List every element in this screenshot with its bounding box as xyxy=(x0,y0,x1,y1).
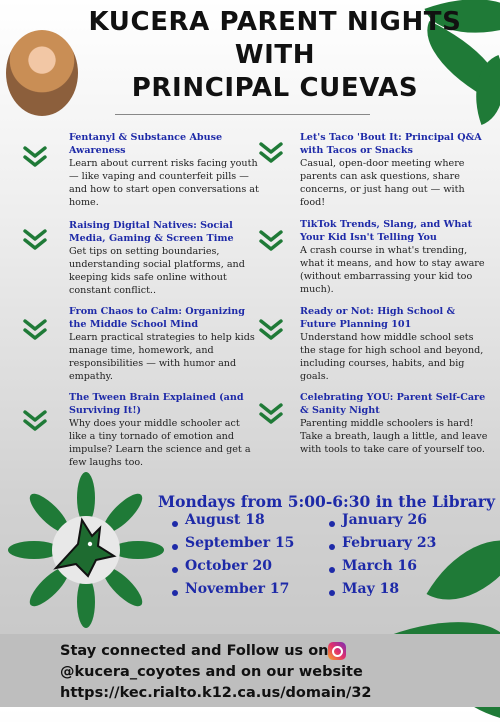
title-line-2: WITH xyxy=(234,40,316,70)
bullet xyxy=(329,544,335,550)
double-chevron-down-icon xyxy=(258,317,284,343)
session-description: Learn practical strategies to help kids manage time, homework, and responsibilities — with humor and empathy. xyxy=(69,332,255,382)
session-item xyxy=(300,131,490,209)
date-item: January 26 xyxy=(342,512,427,528)
session-description: Learn about current risks facing youth — like vaping and counterfeit pills — and how to start open conversations at home. xyxy=(69,158,259,208)
session-title: TikTok Trends, Slang, and What Your Kid Isn't Telling You xyxy=(300,219,473,243)
footer-website-link[interactable]: https://kec.rialto.k12.ca.us/domain/32 xyxy=(60,685,372,701)
session-item xyxy=(69,305,259,383)
date-item: March 16 xyxy=(342,558,418,574)
double-chevron-down-icon xyxy=(22,317,48,343)
date-item: November 17 xyxy=(185,581,290,597)
session-title: Celebrating YOU: Parent Self-Care & Sanity Night xyxy=(300,392,486,416)
date-item: October 20 xyxy=(185,558,272,574)
footer-instagram-handle[interactable]: @kucera_coyotes and on our website xyxy=(60,664,363,680)
title-divider xyxy=(115,114,370,115)
bullet xyxy=(329,590,335,596)
session-description: Casual, open-door meeting where parents can ask questions, share concerns, or just hang out — with food! xyxy=(300,158,465,208)
date-item: August 18 xyxy=(185,512,265,528)
session-title: From Chaos to Calm: Organizing the Middle School Mind xyxy=(69,306,245,330)
session-title: Raising Digital Natives: Social Media, Gaming & Screen Time xyxy=(69,220,234,244)
bullet xyxy=(172,590,178,596)
coyote-logo xyxy=(6,470,166,630)
schedule-title: Mondays from 5:00-6:30 in the Library xyxy=(158,492,495,511)
session-title: Fentanyl & Substance Abuse Awareness xyxy=(69,132,223,156)
session-item xyxy=(69,391,259,469)
session-description: Why does your middle schooler act like a tiny tornado of emotion and impulse? Learn the science and get a few laughs too. xyxy=(69,418,251,468)
session-title: Ready or Not: High School & Future Planning 101 xyxy=(300,306,456,330)
session-item xyxy=(69,219,259,297)
page-title xyxy=(85,6,465,105)
double-chevron-down-icon xyxy=(258,228,284,254)
session-item xyxy=(69,131,259,209)
double-chevron-down-icon xyxy=(22,144,48,170)
session-item xyxy=(300,305,490,383)
date-item: May 18 xyxy=(342,581,400,597)
title-line-3: PRINCIPAL CUEVAS xyxy=(131,73,419,103)
footer-follow-text: Stay connected and Follow us on xyxy=(60,643,329,659)
leaf-decoration xyxy=(427,516,500,624)
bullet xyxy=(172,521,178,527)
bullet xyxy=(329,521,335,527)
bullet xyxy=(172,544,178,550)
title-line-1: KUCERA PARENT NIGHTS xyxy=(88,7,462,37)
double-chevron-down-icon xyxy=(258,401,284,427)
principal-photo xyxy=(6,30,78,116)
double-chevron-down-icon xyxy=(22,408,48,434)
bullet xyxy=(329,567,335,573)
double-chevron-down-icon xyxy=(22,227,48,253)
double-chevron-down-icon xyxy=(258,140,284,166)
session-title: Let's Taco 'Bout It: Principal Q&A with Tacos or Snacks xyxy=(300,132,482,156)
date-item: February 23 xyxy=(342,535,437,551)
bullet xyxy=(172,567,178,573)
session-description: Get tips on setting boundaries, understanding social platforms, and keeping kids safe online without constant conflict.. xyxy=(69,246,245,296)
session-description: Parenting middle schoolers is hard! Take a breath, laugh a little, and leave with tools to take care of yourself too. xyxy=(300,418,488,455)
instagram-icon[interactable] xyxy=(328,642,346,660)
date-item: September 15 xyxy=(185,535,295,551)
session-title: The Tween Brain Explained (and Surviving It!) xyxy=(69,392,244,416)
session-description: Understand how middle school sets the stage for high school and beyond, including courses, habits, and big goals. xyxy=(300,332,484,382)
session-item xyxy=(300,391,490,456)
session-description: A crash course in what's trending, what it means, and how to stay aware (without embarrassing your kid too much). xyxy=(300,245,485,295)
session-item xyxy=(300,218,490,296)
